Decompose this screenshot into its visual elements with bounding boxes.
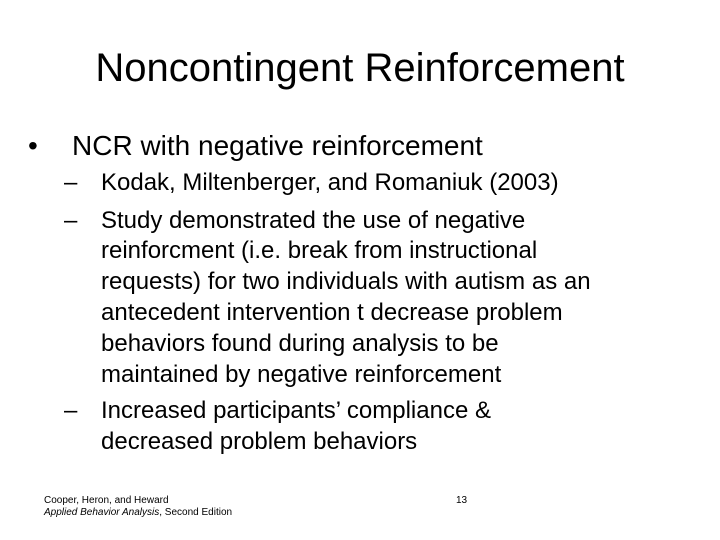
sub-bullet-item — [64, 168, 559, 198]
sub-bullet-item — [64, 396, 491, 426]
dash-icon: – — [64, 207, 78, 234]
sub-bullet-text: Kodak, Miltenberger, and Romaniuk (2003) — [101, 169, 559, 196]
dash-icon: – — [64, 169, 78, 196]
sub-bullet-continuation: maintained by negative reinforcement — [101, 361, 502, 388]
footer-edition: , Second Edition — [159, 507, 233, 518]
page-number: 13 — [456, 495, 468, 506]
footer-authors: Cooper, Heron, and Heward — [44, 495, 169, 506]
bullet-item — [28, 128, 483, 164]
bullet-text: NCR with negative reinforcement — [72, 130, 483, 161]
sub-bullet-continuation: requests) for two individuals with autism as an — [101, 268, 591, 295]
sub-bullet-continuation: reinforcment (i.e. break from instructional — [101, 237, 538, 264]
dash-icon: – — [64, 397, 78, 424]
sub-bullet-continuation: behaviors found during analysis to be — [101, 330, 499, 357]
sub-bullet-continuation: decreased problem behaviors — [101, 428, 418, 455]
slide-title: Noncontingent Reinforcement — [95, 46, 625, 90]
sub-bullet-continuation: antecedent intervention t decrease problem — [101, 299, 563, 326]
sub-bullet-text: Study demonstrated the use of negative — [101, 207, 526, 234]
footer-citation — [44, 495, 232, 519]
sub-bullet-item — [64, 206, 525, 236]
sub-bullet-text: Increased participants’ compliance & — [101, 397, 491, 424]
bullet-icon: • — [28, 130, 38, 161]
footer-book-title: Applied Behavior Analysis — [44, 507, 160, 518]
